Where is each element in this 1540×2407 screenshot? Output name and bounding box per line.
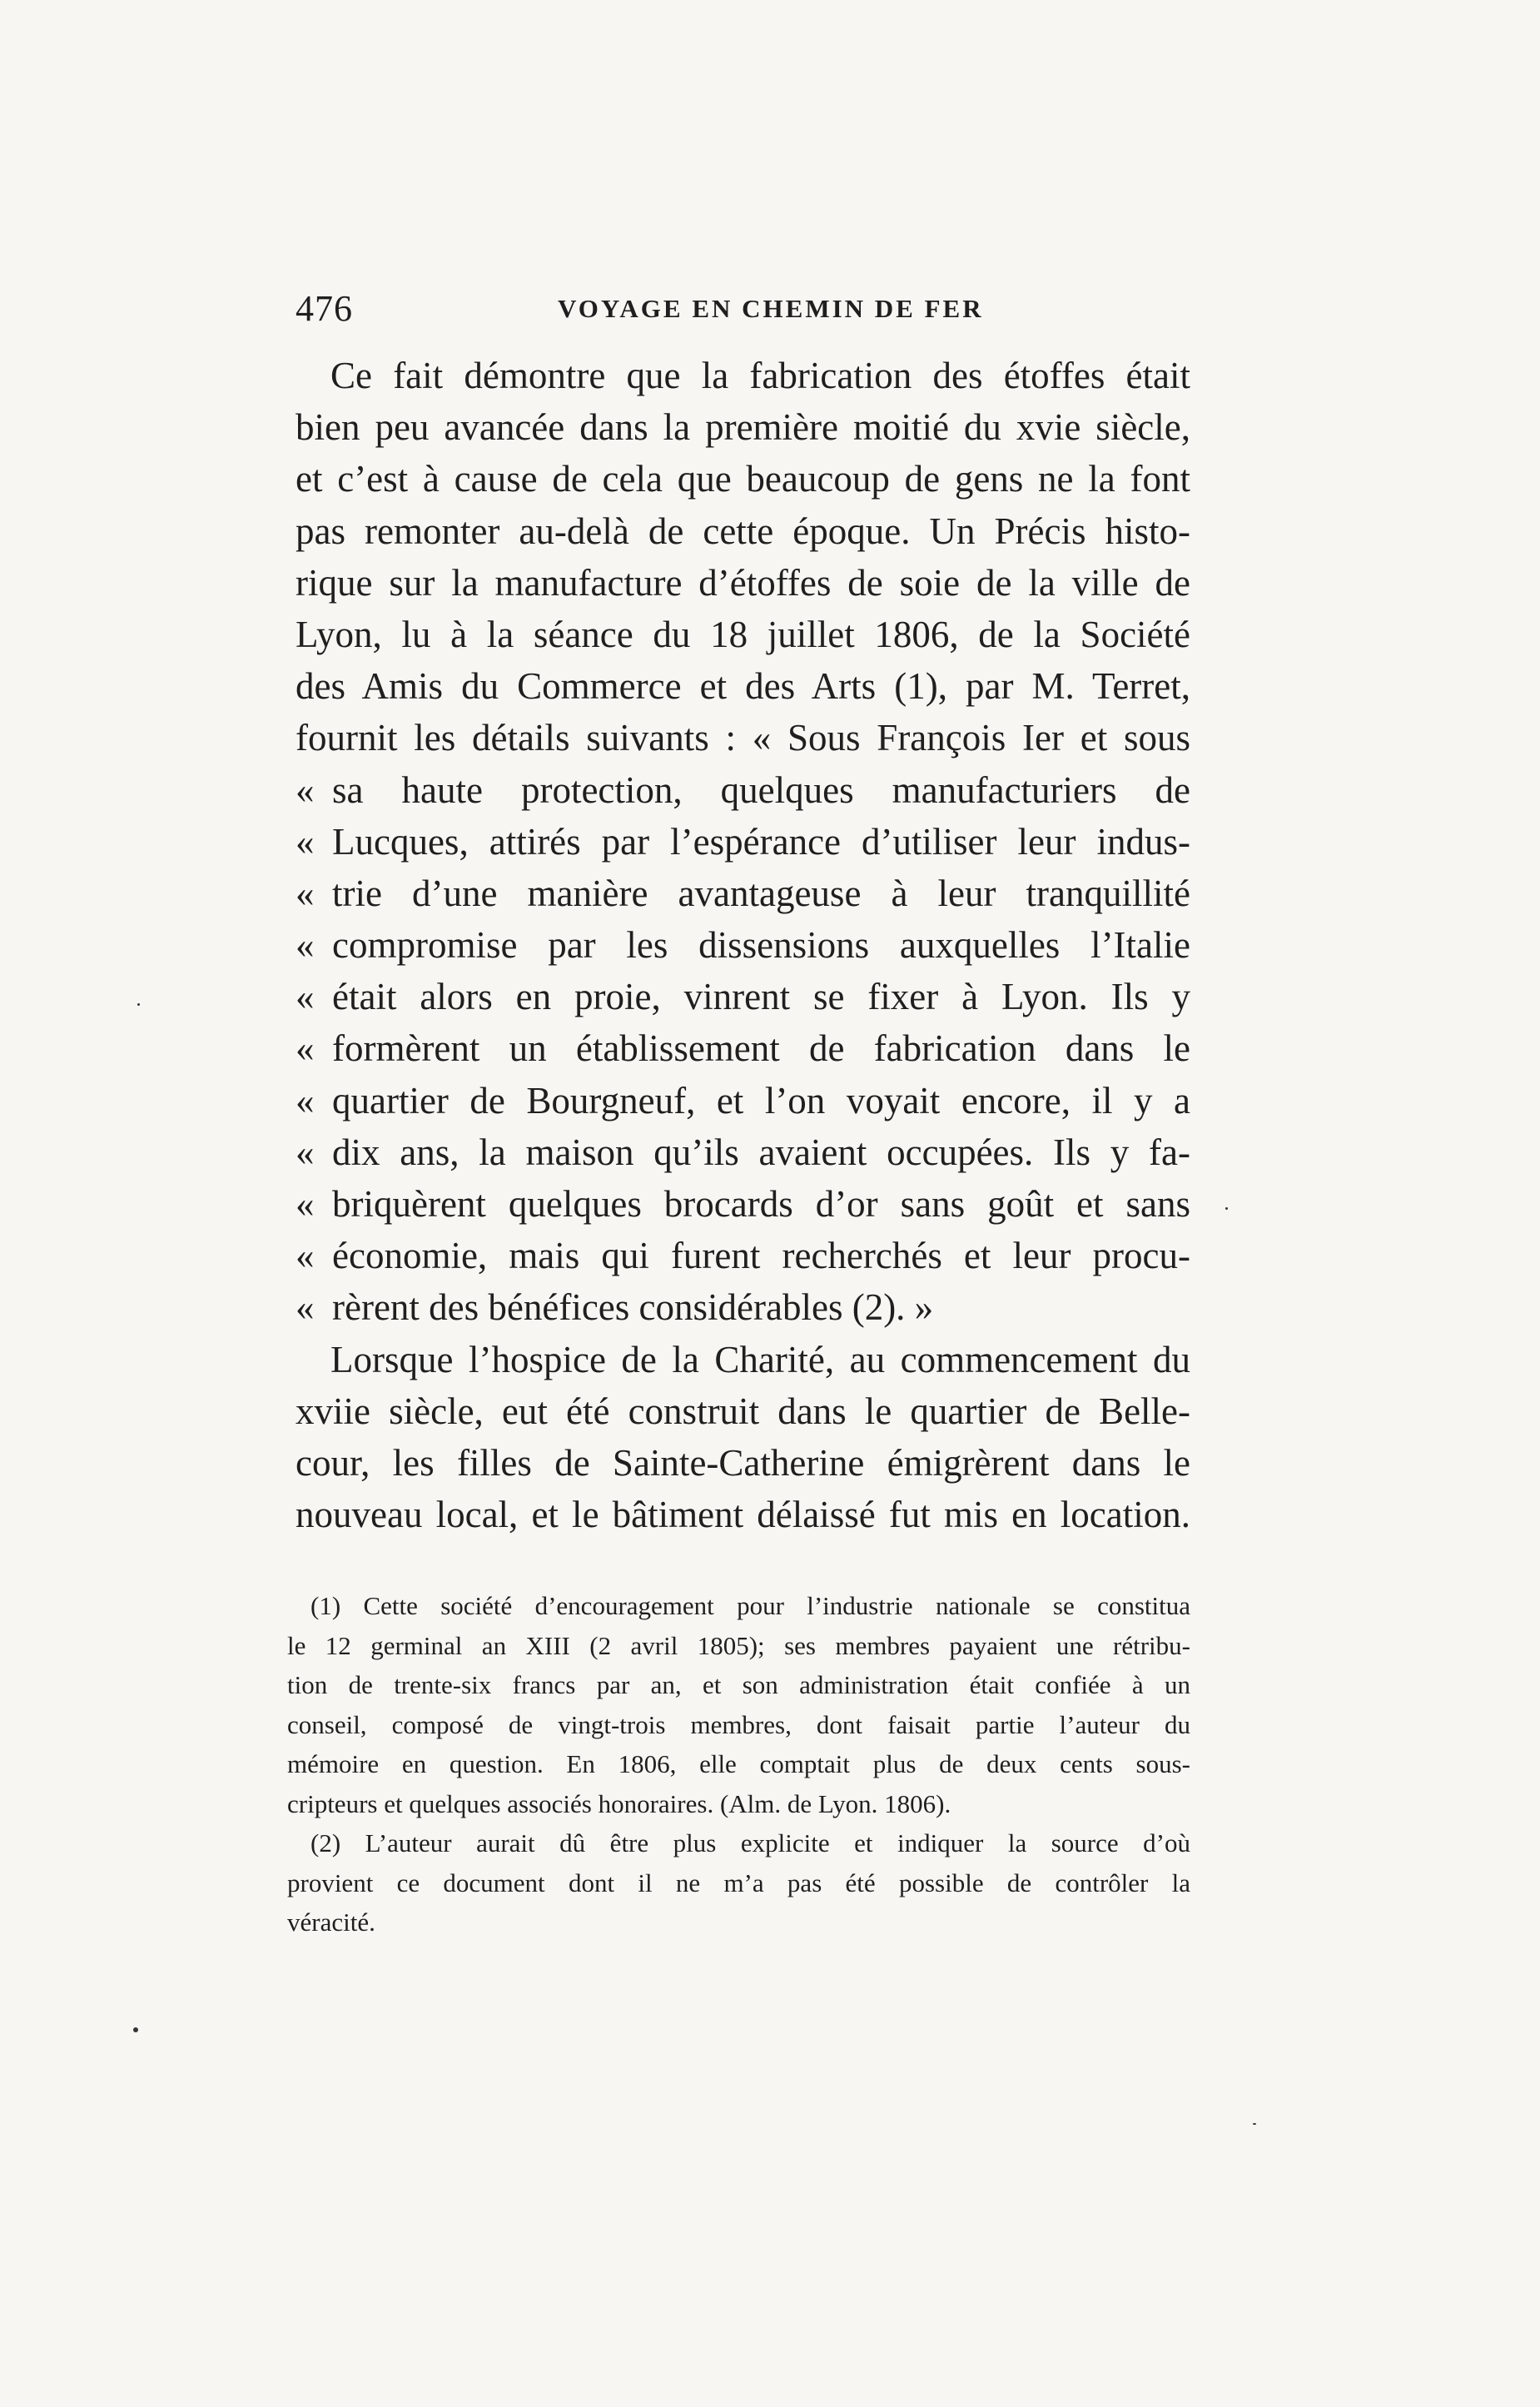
quoted-line <box>296 1281 1190 1333</box>
text-line: rique sur la manufacture d’étoffes de soie de la ville de <box>296 561 1190 604</box>
quoted-line <box>296 919 1190 971</box>
text-line: nouveau local, et le bâtiment délaissé fut mis en location. <box>296 1494 1190 1536</box>
footnote-line: conseil, composé de vingt-trois membres, dont faisait partie l’auteur du <box>287 1709 1190 1739</box>
text-line: était alors en proie, vinrent se fixer à Lyon. Ils y <box>332 976 1190 1018</box>
footnote-line: cripteurs et quelques associés honoraires. (Alm. de Lyon. 1806). <box>287 1788 951 1818</box>
text-line: briquèrent quelques brocards d’or sans goût et sans <box>332 1183 1190 1225</box>
paper-speck <box>1225 1207 1228 1210</box>
text-line: xviie siècle, eut été construit dans le quartier de Belle- <box>296 1390 1190 1432</box>
paper-speck <box>133 2027 138 2032</box>
footnotes <box>287 1586 1190 1942</box>
quote-mark: « <box>296 1027 315 1070</box>
quoted-line <box>296 868 1190 919</box>
footnote-line: (1) Cette société d’encouragement pour l’industrie nationale se constitua <box>310 1591 1190 1620</box>
text-line: fournit les détails suivants : « Sous François Ier et sous <box>296 717 1190 759</box>
quote-mark: « <box>296 1235 315 1277</box>
quoted-line <box>296 1230 1190 1281</box>
quote-mark: « <box>296 1079 315 1121</box>
quote-mark: « <box>296 1183 315 1225</box>
text-line: cour, les filles de Sainte-Catherine émigrèrent dans le <box>296 1441 1190 1484</box>
quoted-line <box>296 1126 1190 1178</box>
text-line: économie, mais qui furent recherchés et leur procu- <box>332 1235 1190 1277</box>
text-line: dix ans, la maison qu’ils avaient occupées. Ils y fa- <box>332 1131 1190 1173</box>
quote-mark: « <box>296 820 315 863</box>
text-line: sa haute protection, quelques manufacturiers de <box>332 768 1190 811</box>
text-line: Ce fait démontre que la fabrication des étoffes était <box>330 355 1190 396</box>
quoted-line <box>296 1022 1190 1074</box>
paper-speck <box>1253 2123 1256 2125</box>
quote-mark: « <box>296 1286 315 1329</box>
footnote-line: (2) L’auteur aurait dû être plus explicite et indiquer la source d’où <box>310 1828 1190 1857</box>
text-line: et c’est à cause de cela que beaucoup de gens ne la font <box>296 458 1190 500</box>
footnote-line: véracité. <box>287 1907 375 1937</box>
quote-mark: « <box>296 768 315 811</box>
main-text <box>296 350 1190 1540</box>
quoted-line <box>296 764 1190 816</box>
quote-mark: « <box>296 1131 315 1173</box>
paper-speck <box>137 1003 140 1006</box>
text-line: rèrent des bénéfices considérables (2). » <box>332 1286 934 1329</box>
text-line: pas remonter au-delà de cette époque. Un Précis histo- <box>296 510 1190 552</box>
quote-mark: « <box>296 872 315 914</box>
footnote-line: mémoire en question. En 1806, elle comptait plus de deux cents sous- <box>287 1749 1190 1778</box>
quote-mark: « <box>296 924 315 967</box>
text-line: Lorsque l’hospice de la Charité, au commencement du <box>330 1338 1190 1380</box>
quoted-line <box>296 1178 1190 1230</box>
text-line: Lucques, attirés par l’espérance d’utiliser leur indus- <box>332 820 1190 863</box>
text-line: bien peu avancée dans la première moitié du xvie siècle, <box>296 406 1190 449</box>
quoted-line <box>296 971 1190 1022</box>
page-number: 476 <box>296 288 353 329</box>
text-line: compromise par les dissensions auxquelles l’Italie <box>332 924 1190 967</box>
footnote-line: le 12 germinal an XIII (2 avril 1805); ses membres payaient une rétribu- <box>287 1630 1190 1660</box>
quote-mark: « <box>296 976 315 1018</box>
text-line: formèrent un établissement de fabrication dans le <box>332 1027 1190 1070</box>
text-line: trie d’une manière avantageuse à leur tranquillité <box>332 872 1190 914</box>
text-line: Lyon, lu à la séance du 18 juillet 1806, de la Société <box>296 613 1190 655</box>
running-title: VOYAGE EN CHEMIN DE FER <box>558 294 984 323</box>
quoted-line <box>296 816 1190 868</box>
footnote-line: provient ce document dont il ne m’a pas été possible de contrôler la <box>287 1867 1190 1897</box>
footnote-line: tion de trente-six francs par an, et son administration était confiée à un <box>287 1670 1190 1699</box>
page-header <box>296 287 1195 337</box>
text-line: des Amis du Commerce et des Arts (1), par M. Terret, <box>296 665 1190 708</box>
text-line: quartier de Bourgneuf, et l’on voyait encore, il y a <box>332 1079 1190 1121</box>
quoted-line <box>296 1075 1190 1126</box>
